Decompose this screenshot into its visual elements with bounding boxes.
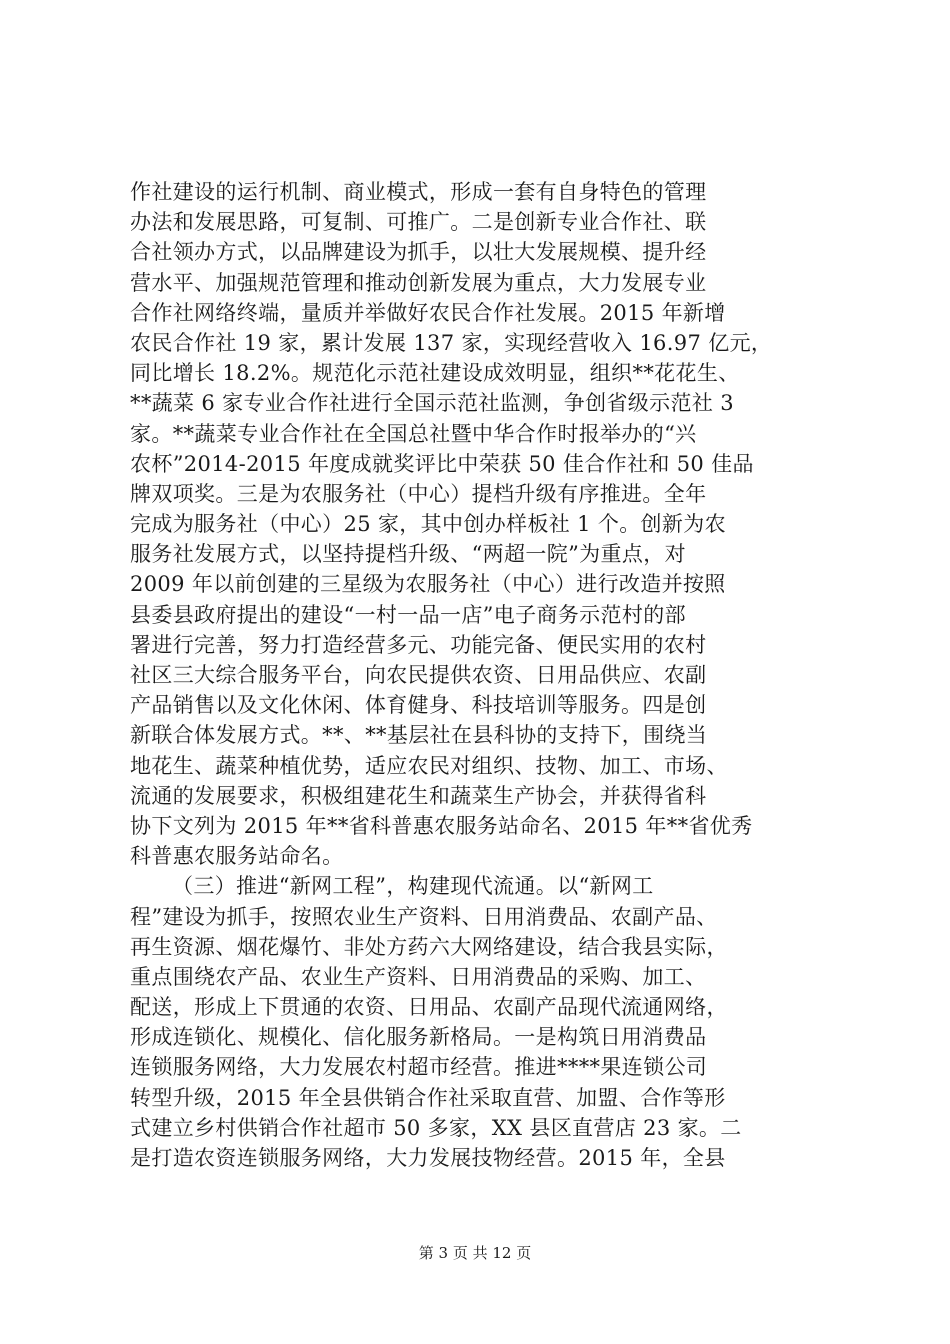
- text-line: 再生资源、烟花爆竹、非处方药六大网络建设，结合我县实际，: [130, 934, 728, 959]
- text-line: **蔬菜 6 家专业合作社进行全国示范社监测，争创省级示范社 3: [130, 391, 734, 416]
- text-line: 完成为服务社（中心）25 家，其中创办样板社 1 个。创新为农: [130, 512, 726, 537]
- text-line: 地花生、蔬菜种植优势，适应农民对组织、技物、加工、市场、: [130, 753, 728, 778]
- text-line: 2009 年以前创建的三星级为农服务社（中心）进行改造并按照: [130, 572, 726, 597]
- text-line: 服务社发展方式，以坚持提档升级、“两超一院”为重点，对: [130, 542, 686, 567]
- text-line: 县委县政府提出的建设“一村一品一店”电子商务示范村的部: [130, 602, 686, 627]
- text-line: 同比增长 18.2%。规范化示范社建设成效明显，组织**花花生、: [130, 361, 740, 386]
- text-line: 社区三大综合服务平台，向农民提供农资、日用品供应、农副: [130, 663, 707, 687]
- text-line: 流通的发展要求，积极组建花生和蔬菜生产协会，并获得省科: [130, 783, 707, 808]
- text-line: 合作社网络终端，量质并举做好农民合作社发展。2015 年新增: [130, 300, 726, 325]
- text-line: 合社领办方式，以品牌建设为抓手，以壮大发展规模、提升经: [130, 240, 707, 265]
- text-line: 新联合体发展方式。**、**基层社在县科协的支持下，围绕当: [130, 723, 708, 748]
- text-line: 牌双项奖。三是为农服务社（中心）提档升级有序推进。全年: [130, 481, 707, 506]
- text-line: 连锁服务网络，大力发展农村超市经营。推进****果连锁公司: [130, 1055, 708, 1080]
- document-body: [130, 177, 830, 1173]
- text-line: 配送，形成上下贯通的农资、日用品、农副产品现代流通网络，: [130, 995, 728, 1020]
- text-line: 科普惠农服务站命名。: [130, 844, 344, 869]
- text-line: 署进行完善，努力打造经营多元、功能完备、便民实用的农村: [130, 632, 707, 657]
- text-line: 农民合作社 19 家，累计发展 137 家，实现经营收入 16.97 亿元，: [130, 330, 773, 355]
- text-line: 产品销售以及文化休闲、体育健身、科技培训等服务。四是创: [130, 693, 707, 718]
- text-line: 是打造农资连锁服务网络，大力发展技物经营。2015 年，全县: [130, 1146, 726, 1170]
- text-line: 式建立乡村供销合作社超市 50 多家，XX 县区直营店 23 家。二: [130, 1115, 742, 1140]
- page-number-footer: 第 3 页 共 12 页: [418, 1244, 532, 1262]
- text-line: 营水平、加强规范管理和推动创新发展为重点，大力发展专业: [130, 270, 707, 295]
- section-heading-line: （三）推进“新网工程”，构建现代流通。以“新网工: [172, 874, 654, 899]
- text-line: 程”建设为抓手，按照农业生产资料、日用消费品、农副产品、: [130, 904, 718, 929]
- text-line: 转型升级，2015 年全县供销合作社采取直营、加盟、合作等形: [130, 1085, 726, 1110]
- text-line: 家。**蔬菜专业合作社在全国总社暨中华合作时报举办的“兴: [130, 421, 697, 446]
- text-line: 办法和发展思路，可复制、可推广。二是创新专业合作社、联: [130, 210, 707, 235]
- text-line: 重点围绕农产品、农业生产资料、日用消费品的采购、加工、: [130, 964, 707, 989]
- text-line: 形成连锁化、规模化、信化服务新格局。一是构筑日用消费品: [130, 1025, 707, 1050]
- text-line: 作社建设的运行机制、商业模式，形成一套有自身特色的管理: [130, 180, 707, 204]
- text-line: 协下文列为 2015 年**省科普惠农服务站命名、2015 年**省优秀: [130, 813, 753, 838]
- text-line: 农杯”2014-2015 年度成就奖评比中荣获 50 佳合作社和 50 佳品: [130, 451, 754, 476]
